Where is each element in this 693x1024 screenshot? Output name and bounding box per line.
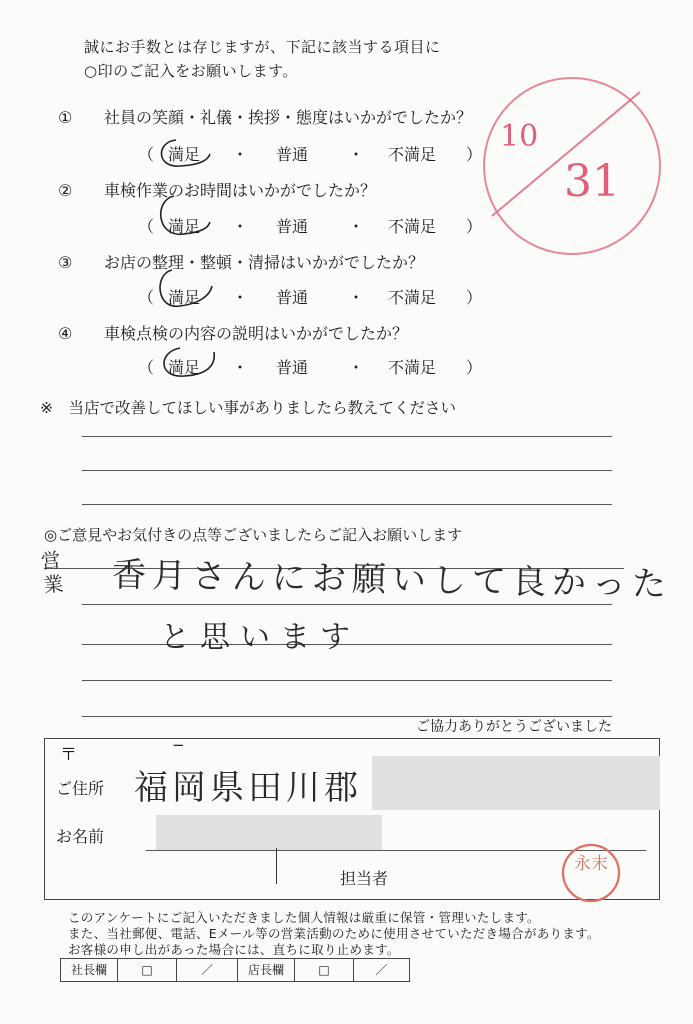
- separator: ・: [348, 145, 365, 164]
- privacy-line-1: このアンケートにご記入いただきました個人情報は厳重に保管・管理いたします。: [68, 910, 540, 925]
- manager-label: 店長欄: [238, 959, 295, 981]
- handwritten-comment-line-2: と思います: [160, 620, 360, 655]
- open-paren: （: [138, 145, 155, 164]
- option-satisfied[interactable]: 満足: [168, 288, 201, 307]
- privacy-line-2: また、当社郵便、電話、Eメール等の営業活動のために使用させていただき場合があります。: [68, 926, 600, 941]
- selection-circle-q4: [164, 348, 214, 376]
- comment-line: [82, 680, 612, 681]
- stamp-day: 31: [564, 156, 620, 207]
- president-label: 社長欄: [61, 959, 118, 981]
- privacy-line-3: お客様の申し出があった場合には、直ちに取り止めます。: [68, 942, 400, 957]
- selection-circle-q2: [161, 196, 210, 234]
- answer-line: [82, 504, 612, 505]
- question-4-number: ④: [58, 324, 73, 343]
- name-label: お名前: [56, 827, 105, 846]
- option-normal[interactable]: 普通: [276, 145, 309, 164]
- separator: ・: [348, 288, 365, 307]
- question-4: [58, 321, 408, 344]
- selection-circle-q3: [160, 270, 212, 306]
- address-value[interactable]: 福岡県田川郡: [134, 768, 362, 808]
- question-1: [58, 105, 472, 128]
- close-paren: ）: [466, 217, 483, 236]
- separator: ・: [232, 145, 249, 164]
- president-checkbox[interactable]: □: [118, 959, 177, 981]
- redacted-address: [372, 756, 660, 810]
- handwritten-comment-line-1: 香月さんにお願いして良かった: [111, 555, 673, 605]
- selection-circle-q1: [161, 140, 210, 166]
- divider: [276, 848, 277, 884]
- option-dissatisfied[interactable]: 不満足: [388, 288, 437, 307]
- comment-line: [82, 604, 612, 605]
- option-normal[interactable]: 普通: [276, 358, 309, 377]
- selection-marks: [150, 120, 230, 390]
- president-slash: ／: [177, 959, 238, 981]
- postal-dash: −: [172, 736, 185, 754]
- option-satisfied[interactable]: 満足: [168, 217, 201, 236]
- close-paren: ）: [466, 358, 483, 377]
- option-dissatisfied[interactable]: 不満足: [388, 358, 437, 377]
- question-2-number: ②: [58, 181, 73, 200]
- handwritten-side-note: 営業: [39, 547, 65, 598]
- opinion-prompt: ◎ご意見やお気付きの点等ございましたらご記入お願いします: [44, 526, 463, 544]
- option-normal[interactable]: 普通: [276, 288, 309, 307]
- open-paren: （: [138, 217, 155, 236]
- close-paren: ）: [466, 145, 483, 164]
- manager-slash: ／: [375, 963, 388, 977]
- separator: ・: [232, 217, 249, 236]
- question-1-number: ①: [58, 108, 73, 127]
- option-satisfied[interactable]: 満足: [168, 358, 201, 377]
- answer-line: [82, 470, 612, 471]
- question-3-number: ③: [58, 253, 73, 272]
- option-dissatisfied[interactable]: 不満足: [388, 145, 437, 164]
- close-paren: ）: [466, 288, 483, 307]
- question-2-text: 車検作業のお時間はいかがでしたか？: [104, 181, 377, 200]
- improvement-prompt: ※ 当店で改善してほしい事がありましたら教えてください: [40, 399, 456, 417]
- postal-mark: 〒: [60, 745, 77, 765]
- answer-line: [82, 436, 612, 437]
- redacted-name: [156, 815, 382, 851]
- date-stamp: [472, 66, 672, 266]
- option-dissatisfied[interactable]: 不満足: [388, 217, 437, 236]
- open-paren: （: [138, 288, 155, 307]
- separator: ・: [232, 288, 249, 307]
- question-3-text: お店の整理・整頓・清掃はいかがでしたか？: [104, 253, 425, 272]
- separator: ・: [348, 358, 365, 377]
- question-4-text: 車検点検の内容の説明はいかがでしたか？: [104, 324, 409, 343]
- intro-line-2: ○印のご記入をお願いします。: [84, 62, 298, 80]
- svg-text:永末: 永末: [574, 854, 608, 874]
- staff-label: 担当者: [340, 869, 389, 888]
- question-1-text: 社員の笑顔・礼儀・挨拶・態度はいかがでしたか？: [104, 108, 473, 127]
- manager-checkbox[interactable]: □: [295, 959, 354, 981]
- staff-seal-icon: [556, 838, 626, 908]
- address-label: ご住所: [56, 779, 105, 798]
- intro-line-1: 誠にお手数とは存じますが、下記に該当する項目に: [84, 38, 441, 56]
- separator: ・: [232, 358, 249, 377]
- question-3: [58, 250, 424, 273]
- open-paren: （: [138, 358, 155, 377]
- option-satisfied[interactable]: 満足: [168, 145, 201, 164]
- separator: ・: [348, 217, 365, 236]
- approval-table: [60, 958, 410, 982]
- thanks-text: ご協力ありがとうございました: [416, 719, 612, 735]
- option-normal[interactable]: 普通: [276, 217, 309, 236]
- stamp-month: 10: [500, 119, 539, 154]
